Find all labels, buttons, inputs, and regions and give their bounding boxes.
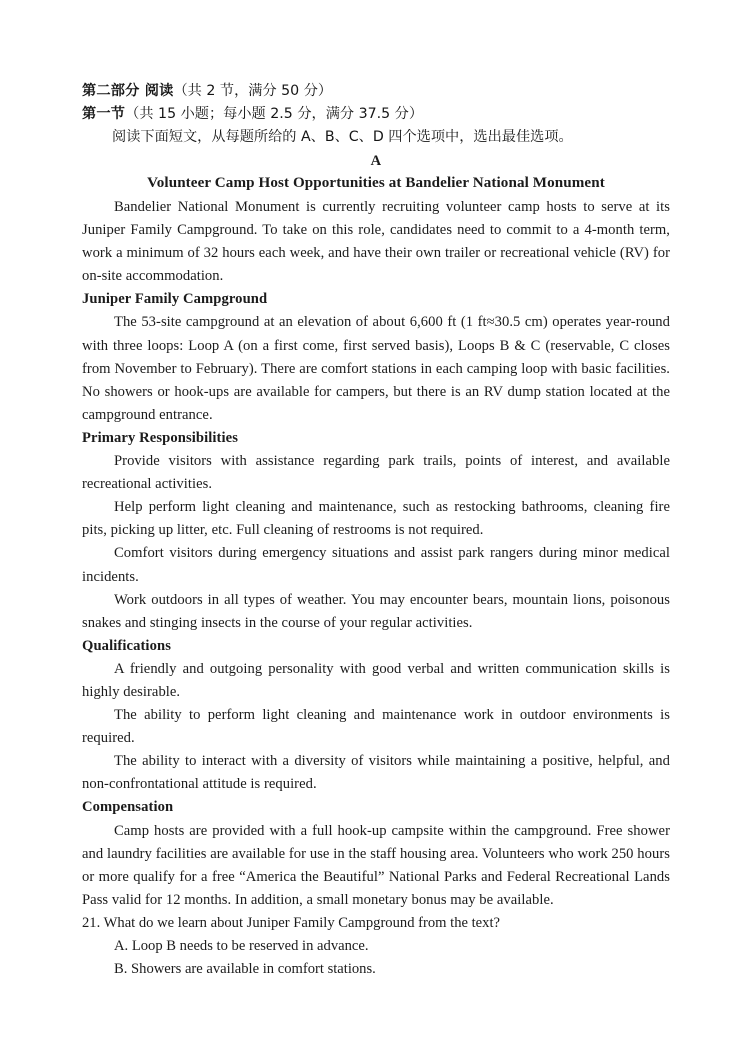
passage-body (82, 196, 670, 912)
passage-paragraph: The 53-site campground at an elevation of about 6,600 ft (1 ft≈30.5 cm) operates year-round with three loops: Loop A (on a first come, first served basis), Loops B & C (reservable, C closes from November to February). There are comfort stations in each camping loop with basic facilities. No showers or hook-ups are available for campers, but there is an RV dump station located at the campground entrance. (82, 314, 670, 423)
passage-subheading: Primary Responsibilities (82, 429, 239, 446)
section-heading-subsection-rest: （共 15 小题；每小题 2.5 分，满分 37.5 分） (125, 106, 424, 122)
passage-paragraph: Help perform light cleaning and maintenance, such as restocking bathrooms, cleaning fire pits, picking up litter, etc. Full cleaning of restrooms is not required. (82, 499, 670, 539)
passage-title: Volunteer Camp Host Opportunities at Bandelier National Monument (147, 175, 605, 191)
reading-instruction: 阅读下面短文，从每题所给的 A、B、C、D 四个选项中，选出最佳选项。 (112, 129, 573, 145)
section-heading-subsection-bold: 第一节 (82, 106, 126, 122)
passage-paragraph: A friendly and outgoing personality with good verbal and written communication skills is highly desirable. (82, 660, 670, 700)
passage-paragraph: The ability to perform light cleaning and maintenance work in outdoor environments is required. (82, 707, 670, 747)
question-option[interactable]: A. Loop B needs to be reserved in advance. (114, 938, 369, 954)
passage-label: A (370, 153, 382, 169)
passage-paragraph: Camp hosts are provided with a full hook-up campsite within the campground. Free shower and laundry facilities are available for use in the staff housing area. Volunteers who work 250 hours or more qualify for a free “America the Beautiful” National Parks and Federal Recreational Lands Pass valid for 12 months. In addition, a small monetary bonus may be available. (82, 822, 670, 908)
passage-subheading: Compensation (82, 799, 174, 816)
passage-subheading: Qualifications (82, 637, 171, 654)
passage-subheading: Juniper Family Campground (82, 291, 268, 308)
passage-paragraph: Provide visitors with assistance regarding park trails, points of interest, and available recreational activities. (82, 453, 670, 493)
question-block (82, 912, 670, 981)
question-option[interactable]: B. Showers are available in comfort stations. (114, 961, 376, 978)
section-heading-part-bold: 第二部分 阅读 (82, 83, 174, 99)
section-heading-part (82, 80, 670, 103)
question-stem: 21. What do we learn about Juniper Family Campground from the text? (82, 914, 500, 931)
section-heading-part-rest: （共 2 节，满分 50 分） (173, 83, 333, 99)
page-content (82, 80, 670, 981)
section-heading-subsection (82, 103, 670, 126)
passage-paragraph: Work outdoors in all types of weather. You may encounter bears, mountain lions, poisonous snakes and stinging insects in the course of your regular activities. (82, 591, 670, 631)
passage-paragraph: The ability to interact with a diversity of visitors while maintaining a positive, helpful, and non-confrontational attitude is required. (82, 753, 670, 793)
passage-paragraph: Comfort visitors during emergency situations and assist park rangers during minor medical incidents. (82, 545, 670, 585)
passage-paragraph: Bandelier National Monument is currently recruiting volunteer camp hosts to serve at its Juniper Family Campground. To take on this role, candidates need to commit to a 4-month term, work a minimum of 32 hours each week, and have their own trailer or recreational vehicle (RV) for on-site accommodation. (82, 199, 670, 285)
